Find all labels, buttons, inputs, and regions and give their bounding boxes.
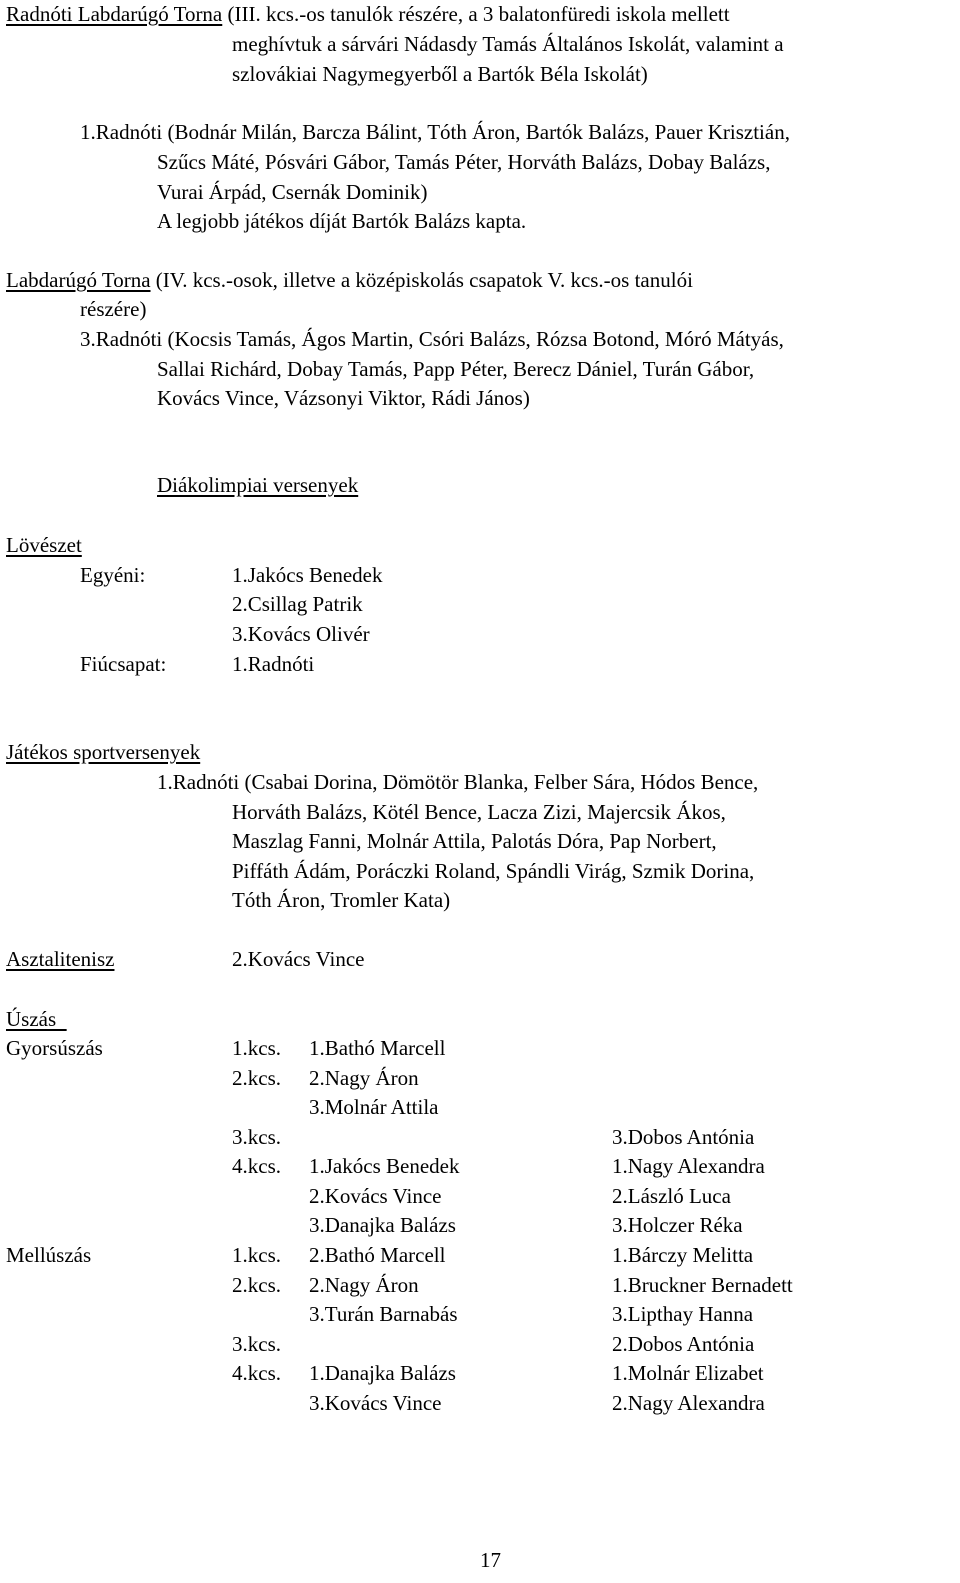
swimming-row-boy: 2.Kovács Vince [309,1184,442,1208]
swimming-row-category: 2.kcs. [232,1273,281,1297]
football-3-heading-line: meghívtuk a sárvári Nádasdy Tamás Általános Iskolát, valamint a [232,32,784,56]
football-4-heading: Labdarúgó Torna (IV. kcs.-osok, illetve a középiskolás csapatok V. kcs.-os tanulói [6,268,693,292]
swimming-row-boy: 3.Turán Barnabás [309,1302,458,1326]
swimming-row-category: 3.kcs. [232,1125,281,1149]
game-sports-title: Játékos sportversenyek [6,740,201,764]
swimming-row-girl: 1.Bruckner Bernadett [612,1273,793,1297]
shooting-individual-result: 1.Jakócs Benedek [232,563,383,587]
swimming-row-girl: 3.Holczer Réka [612,1213,743,1237]
swimming-row-category: 3.kcs. [232,1332,281,1356]
shooting-team-label: Fiúcsapat: [80,652,167,676]
swimming-row-category: 2.kcs. [232,1066,281,1090]
game-sports-result: 1.Radnóti (Csabai Dorina, Dömötör Blanka, Felber Sára, Hódos Bence, [157,770,759,794]
football-4-heading-line: részére) [80,297,147,321]
shooting-individual-label: Egyéni: [80,563,146,587]
swimming-row-girl: 1.Bárczy Melitta [612,1243,754,1267]
game-sports-result-line: Horváth Balázs, Kötél Bence, Lacza Zizi, Majercsik Ákos, [232,800,726,824]
swimming-row-label: Mellúszás [6,1243,92,1267]
football-3-heading-title: Radnóti Labdarúgó Torna [6,2,223,26]
swimming-row-girl: 2.Dobos Antónia [612,1332,755,1356]
game-sports-result-line: Maszlag Fanni, Molnár Attila, Palotás Dóra, Pap Norbert, [232,829,717,853]
diakolimpia-title: Diákolimpiai versenyek [157,473,359,497]
table-tennis-result: 2.Kovács Vince [232,947,365,971]
football-3-result: 1.Radnóti (Bodnár Milán, Barcza Bálint, Tóth Áron, Bartók Balázs, Pauer Krisztián, [80,120,790,144]
shooting-individual-result: 2.Csillag Patrik [232,592,363,616]
football-3-result-line: Szűcs Máté, Pósvári Gábor, Tamás Péter, Horváth Balázs, Dobay Balázs, [157,150,771,174]
football-4-result-line: Sallai Richárd, Dobay Tamás, Papp Péter, Berecz Dániel, Turán Gábor, [157,357,755,381]
football-4-result-line: Kovács Vince, Vázsonyi Viktor, Rádi János) [157,386,530,410]
swimming-row-boy: 3.Molnár Attila [309,1095,439,1119]
swimming-row-label: Gyorsúszás [6,1036,103,1060]
football-4-result: 3.Radnóti (Kocsis Tamás, Ágos Martin, Csóri Balázs, Rózsa Botond, Móró Mátyás, [80,327,784,351]
game-sports-result-line: Piffáth Ádám, Poráczki Roland, Spándli Virág, Szmik Dorina, [232,859,755,883]
swimming-row-boy: 3.Kovács Vince [309,1391,442,1415]
swimming-row-category: 1.kcs. [232,1036,281,1060]
swimming-row-girl: 3.Lipthay Hanna [612,1302,754,1326]
football-3-heading-line: szlovákiai Nagymegyerből a Bartók Béla Iskolát) [232,62,648,86]
swimming-row-boy: 1.Bathó Marcell [309,1036,446,1060]
football-4-heading-title: Labdarúgó Torna [6,268,151,292]
swimming-row-category: 4.kcs. [232,1154,281,1178]
game-sports-result-line: Tóth Áron, Tromler Kata) [232,888,451,912]
table-tennis-title: Asztalitenisz [6,947,115,971]
swimming-row-boy: 2.Nagy Áron [309,1273,419,1297]
football-3-heading: Radnóti Labdarúgó Torna (III. kcs.-os tanulók részére, a 3 balatonfüredi iskola mellett [6,2,730,26]
page-number: 17 [480,1548,501,1572]
swimming-row-category: 1.kcs. [232,1243,281,1267]
football-3-result-line: Vurai Árpád, Csernák Dominik) [157,180,428,204]
swimming-row-girl: 2.László Luca [612,1184,731,1208]
swimming-row-boy: 1.Jakócs Benedek [309,1154,460,1178]
swimming-row-boy: 1.Danajka Balázs [309,1361,456,1385]
shooting-team-result: 1.Radnóti [232,652,315,676]
shooting-individual-result: 3.Kovács Olivér [232,622,370,646]
swimming-title: Úszás [6,1007,67,1031]
football-3-best-player: A legjobb játékos díját Bartók Balázs kapta. [157,209,527,233]
swimming-row-girl: 1.Molnár Elizabet [612,1361,764,1385]
swimming-row-boy: 3.Danajka Balázs [309,1213,456,1237]
swimming-row-girl: 3.Dobos Antónia [612,1125,755,1149]
swimming-row-category: 4.kcs. [232,1361,281,1385]
shooting-title: Lövészet [6,533,82,557]
swimming-row-boy: 2.Bathó Marcell [309,1243,446,1267]
swimming-row-girl: 2.Nagy Alexandra [612,1391,765,1415]
swimming-row-girl: 1.Nagy Alexandra [612,1154,765,1178]
swimming-row-boy: 2.Nagy Áron [309,1066,419,1090]
